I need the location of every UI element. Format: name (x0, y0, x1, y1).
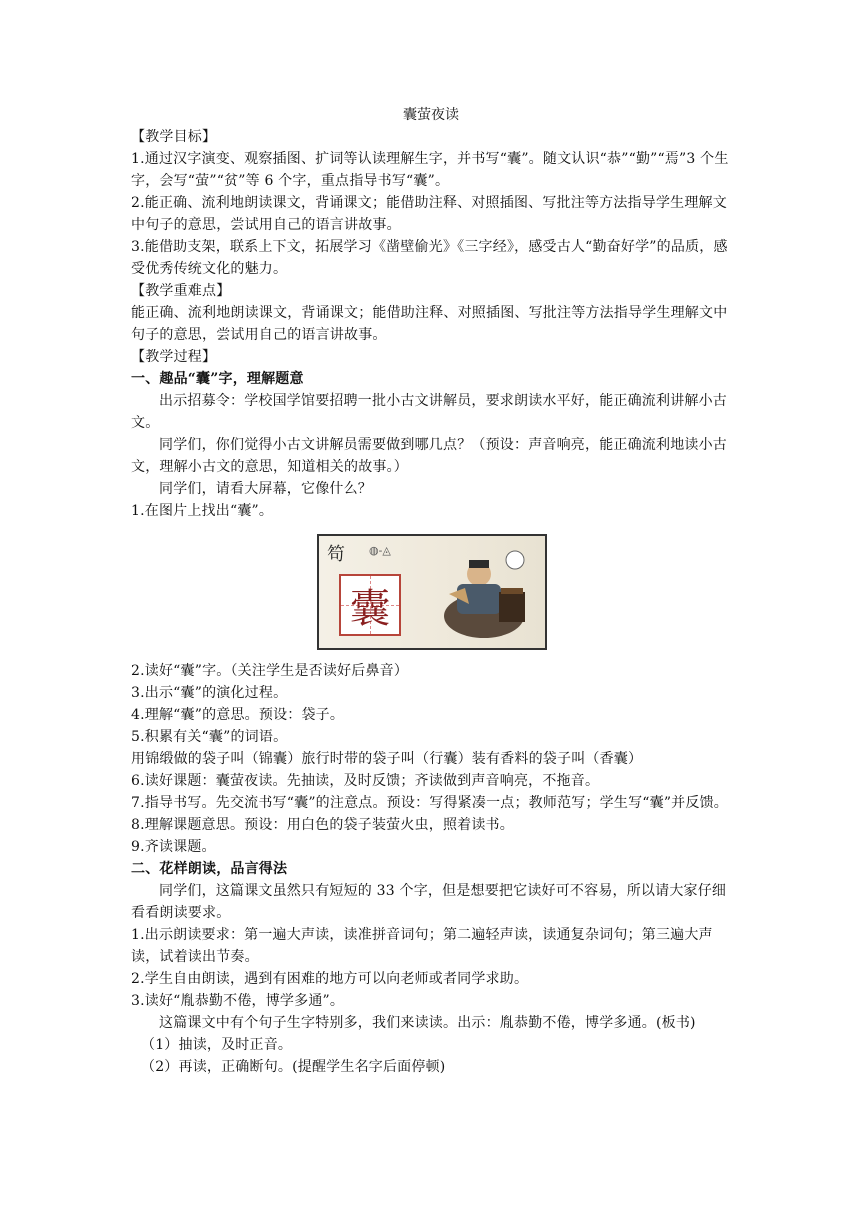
ancient-character-icon: 笱 (327, 544, 345, 565)
section-heading: 【教学目标】 (131, 129, 217, 145)
illustration-image (317, 534, 547, 650)
list-item: 3.读好“胤恭勤不倦，博学多通”。 (131, 993, 345, 1009)
scholar-reading-illustration (429, 544, 539, 642)
objective-1: 1.通过汉字演变、观察插图、扩词等认读理解生字，并书写“囊”。随文认识“恭”“勤”“焉”3 个生字，会写“萤”“贫”等 6 个字，重点指导书写“囊”。 (131, 151, 729, 189)
list-item: 5.积累有关“囊”的词语。 (131, 729, 288, 745)
objective-2: 2.能正确、流利地朗读课文，背诵课文；能借助注释、对照插图、写批注等方法指导学生理解文中句子的意思，尝试用自己的语言讲故事。 (131, 195, 727, 233)
key-points: 能正确、流利地朗读课文，背诵课文；能借助注释、对照插图、写批注等方法指导学生理解文中句子的意思，尝试用自己的语言讲故事。 (131, 305, 728, 343)
paragraph: 同学们，你们觉得小古文讲解员需要做到哪几点？（预设：声音响亮，能正确流利地读小古文，理解小古文的意思，知道相关的故事。） (131, 437, 727, 475)
sub-item: （2）再读，正确断句。(提醒学生名字后面停顿) (141, 1059, 446, 1075)
sub-item: （1）抽读，及时正音。 (141, 1037, 293, 1053)
list-item: 2.学生自由朗读，遇到有困难的地方可以向老师或者同学求助。 (131, 971, 529, 987)
evolution-arrow-icon: ◍-◬ (369, 544, 391, 557)
paragraph: 用锦缎做的袋子叫（锦囊）旅行时带的袋子叫（行囊）装有香料的袋子叫（香囊） (131, 751, 643, 767)
list-item: 1.出示朗读要求：第一遍大声读，读准拼音词句；第二遍轻声读，读通复杂词句；第三遍大声读，试着读出节奏。 (131, 927, 713, 965)
document-title: 囊萤夜读 (403, 107, 459, 123)
character-box (339, 574, 401, 636)
paragraph: 同学们，这篇课文虽然只有短短的 33 个字，但是想要把它读好可不容易，所以请大家仔细看看朗读要求。 (131, 883, 727, 921)
figure-character: 囊 (350, 585, 390, 632)
paragraph: 这篇课文中有个句子生字特别多，我们来读读。出示：胤恭勤不倦，博学多通。(板书) (159, 1015, 696, 1031)
list-item: 4.理解“囊”的意思。预设：袋子。 (131, 707, 345, 723)
list-item: 1.在图片上找出“囊”。 (131, 503, 274, 519)
part-heading: 一、趣品“囊”字，理解题意 (131, 371, 304, 387)
list-item: 8.理解课题意思。预设：用白色的袋子装萤火虫，照着读书。 (131, 817, 514, 833)
list-item: 6.读好课题：囊萤夜读。先抽读，及时反馈；齐读做到声音响亮，不拖音。 (131, 773, 600, 789)
list-item: 2.读好“囊”字。（关注学生是否读好后鼻音） (131, 663, 409, 679)
paragraph: 出示招募令：学校国学馆要招聘一批小古文讲解员，要求朗读水平好，能正确流利讲解小古文。 (131, 393, 727, 431)
section-heading: 【教学重难点】 (131, 283, 231, 299)
section-heading: 【教学过程】 (131, 349, 217, 365)
part-heading: 二、花样朗读，品言得法 (131, 861, 288, 877)
list-item: 7.指导书写。先交流书写“囊”的注意点。预设：写得紧凑一点；教师范写；学生写“囊”并反馈。 (131, 795, 728, 811)
list-item: 9.齐读课题。 (131, 839, 216, 855)
objective-3: 3.能借助支架，联系上下文，拓展学习《凿壁偷光》《三字经》，感受古人“勤奋好学”的品质，感受优秀传统文化的魅力。 (131, 239, 728, 277)
paragraph: 同学们，请看大屏幕，它像什么？ (159, 481, 372, 497)
list-item: 3.出示“囊”的演化过程。 (131, 685, 288, 701)
document-page (131, 104, 731, 1078)
